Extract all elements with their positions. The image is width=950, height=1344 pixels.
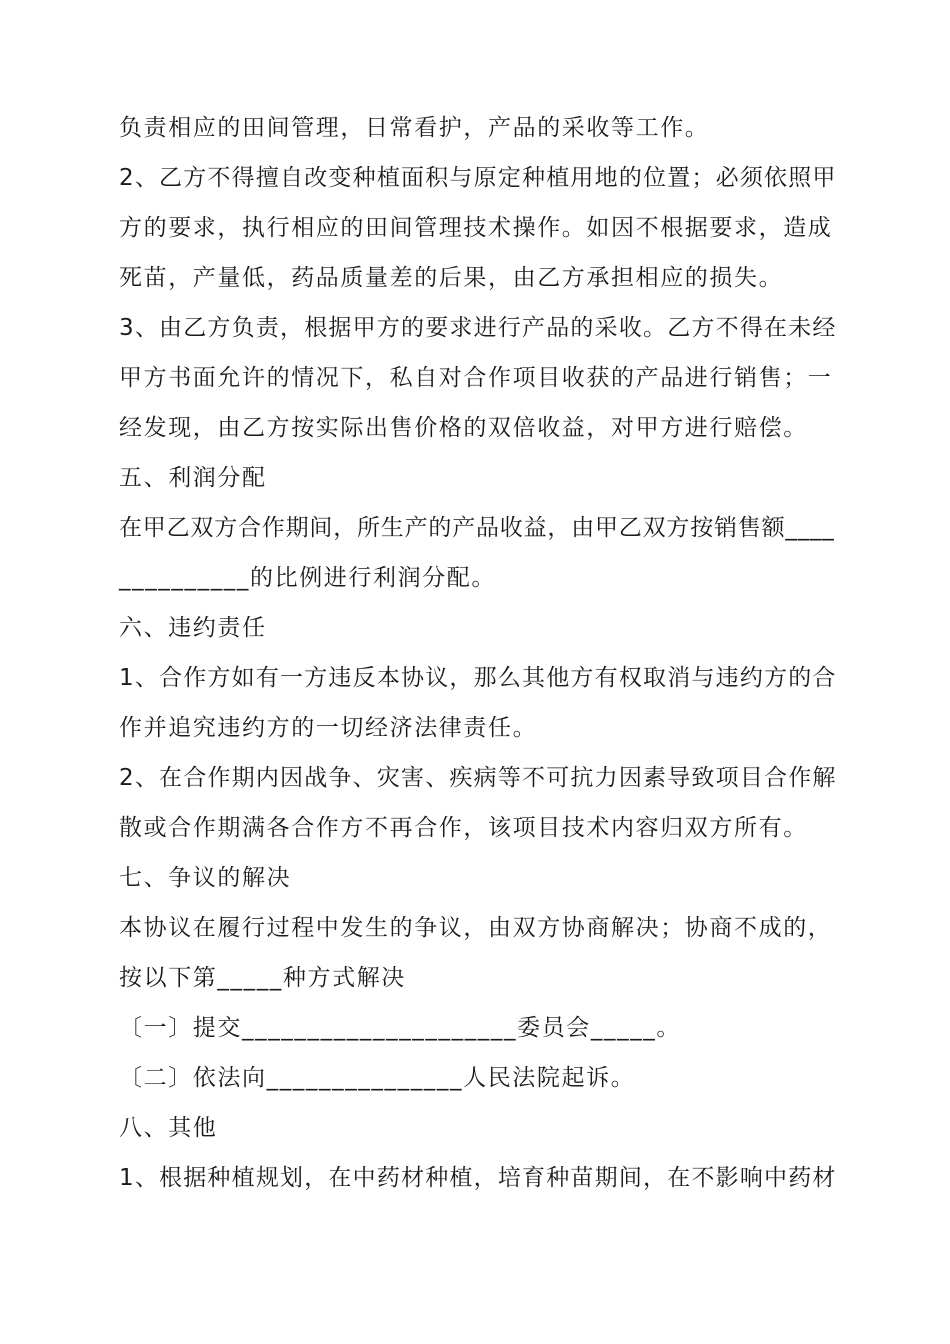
paragraph-line: 甲方书面允许的情况下，私自对合作项目收获的产品进行销售；一	[119, 365, 833, 391]
paragraph-line: 在甲乙双方合作期间，所生产的产品收益，由甲乙双方按销售额____	[119, 515, 835, 541]
section-heading: 七、争议的解决	[119, 865, 292, 891]
paragraph-line: 本协议在履行过程中发生的争议，由双方协商解决；协商不成的，	[119, 915, 833, 941]
paragraph-line: 作并追究违约方的一切经济法律责任。	[119, 715, 538, 741]
option-line: 〔二〕依法向_______________人民法院起诉。	[119, 1065, 636, 1091]
paragraph-line: 散或合作期满各合作方不再合作，该项目技术内容归双方所有。	[119, 815, 808, 841]
section-heading: 五、利润分配	[119, 465, 267, 491]
paragraph-line: 按以下第_____种方式解决	[119, 965, 406, 991]
section-heading: 六、违约责任	[119, 615, 267, 641]
paragraph-line: 2、在合作期内因战争、灾害、疾病等不可抗力因素导致项目合作解	[119, 765, 837, 791]
option-line: 〔一〕提交_____________________委员会_____。	[119, 1015, 681, 1041]
paragraph-line: 经发现，由乙方按实际出售价格的双倍收益，对甲方进行赔偿。	[119, 415, 808, 441]
paragraph-line: 3、由乙方负责，根据甲方的要求进行产品的采收。乙方不得在未经	[119, 315, 837, 341]
paragraph-line: 负责相应的田间管理，日常看护，产品的采收等工作。	[119, 115, 710, 141]
paragraph-line: 死苗，产量低，药品质量差的后果，由乙方承担相应的损失。	[119, 265, 784, 291]
paragraph-line: 1、根据种植规划，在中药材种植，培育种苗期间，在不影响中药材	[119, 1165, 837, 1191]
section-heading: 八、其他	[119, 1115, 218, 1141]
paragraph-line: 方的要求，执行相应的田间管理技术操作。如因不根据要求，造成	[119, 215, 833, 241]
paragraph-line: 1、合作方如有一方违反本协议，那么其他方有权取消与违约方的合	[119, 665, 837, 691]
paragraph-line: __________的比例进行利润分配。	[119, 565, 496, 591]
paragraph-line: 2、乙方不得擅自改变种植面积与原定种植用地的位置；必须依照甲	[119, 165, 837, 191]
